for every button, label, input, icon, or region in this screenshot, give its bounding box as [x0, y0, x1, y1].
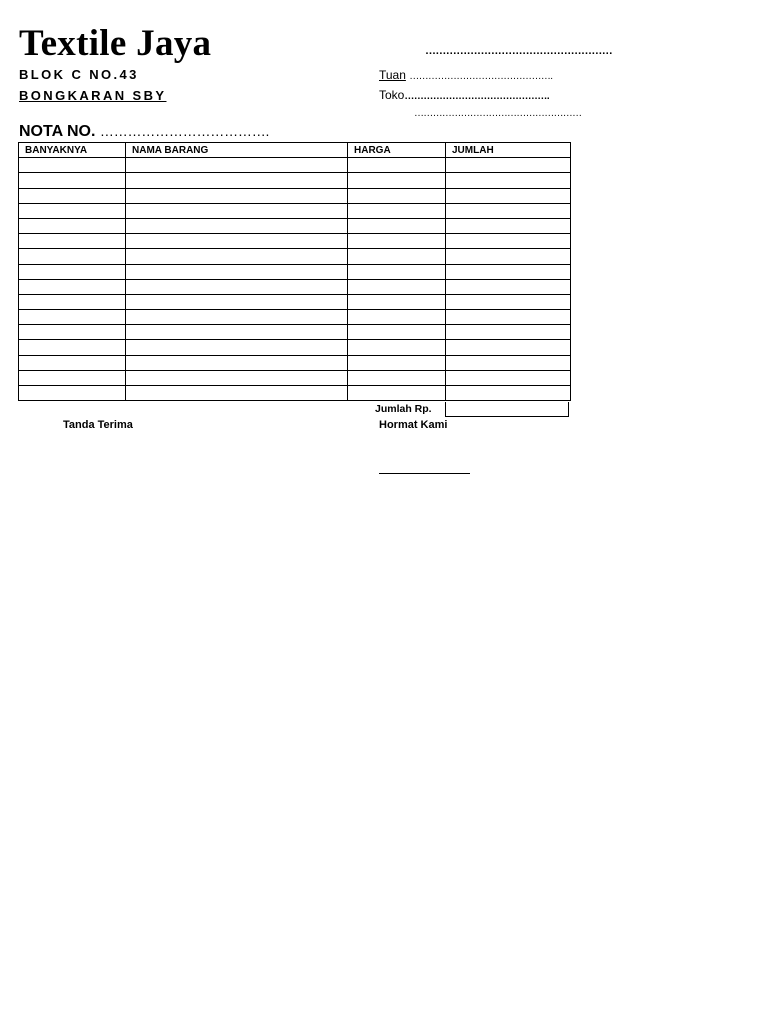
table-cell — [348, 203, 446, 218]
table-cell — [348, 264, 446, 279]
receiver-signature-label: Tanda Terima — [63, 419, 133, 431]
table-cell — [126, 355, 348, 370]
table-cell — [446, 203, 571, 218]
table-cell — [126, 203, 348, 218]
table-cell — [126, 234, 348, 249]
table-cell — [126, 325, 348, 340]
column-header-amount: JUMLAH — [446, 143, 571, 158]
table-cell — [446, 310, 571, 325]
table-cell — [348, 158, 446, 173]
table-cell — [19, 310, 126, 325]
table-cell — [19, 294, 126, 309]
column-header-quantity: BANYAKNYA — [19, 143, 126, 158]
table-cell — [348, 218, 446, 233]
table-cell — [126, 173, 348, 188]
store-dots: ………………………………………. — [404, 91, 550, 102]
table-cell — [446, 234, 571, 249]
table-cell — [348, 249, 446, 264]
table-cell — [348, 370, 446, 385]
table-cell — [348, 279, 446, 294]
company-name: Textile Jaya — [19, 23, 212, 64]
total-amount-box — [445, 402, 569, 417]
column-header-price: HARGA — [348, 143, 446, 158]
table-row — [19, 310, 571, 325]
table-cell — [126, 188, 348, 203]
table-cell — [19, 279, 126, 294]
customer-name-dots: ………………………………………. — [409, 71, 553, 82]
table-header-row — [19, 143, 571, 158]
table-row — [19, 188, 571, 203]
address-line-2: BONGKARAN SBY — [19, 88, 167, 103]
table-cell — [348, 310, 446, 325]
table-cell — [19, 264, 126, 279]
invoice-number-field — [19, 121, 269, 142]
table-cell — [348, 173, 446, 188]
table-cell — [126, 279, 348, 294]
table-cell — [348, 386, 446, 401]
table-cell — [126, 158, 348, 173]
customer-name-field — [379, 68, 552, 84]
table-cell — [446, 173, 571, 188]
table-cell — [19, 203, 126, 218]
total-label: Jumlah Rp. — [375, 403, 432, 415]
table-cell — [19, 188, 126, 203]
sender-signature-label: Hormat Kami — [379, 419, 448, 431]
table-cell — [348, 340, 446, 355]
table-cell — [348, 294, 446, 309]
column-header-item-name: NAMA BARANG — [126, 143, 348, 158]
table-row — [19, 203, 571, 218]
table-cell — [446, 188, 571, 203]
table-cell — [19, 218, 126, 233]
invoice-number-label: NOTA NO. — [19, 123, 96, 140]
table-row — [19, 355, 571, 370]
table-cell — [126, 386, 348, 401]
table-row — [19, 370, 571, 385]
table-cell — [446, 279, 571, 294]
table-row — [19, 234, 571, 249]
address-line-1: BLOK C NO.43 — [19, 67, 139, 82]
table-row — [19, 294, 571, 309]
table-cell — [126, 294, 348, 309]
store-label: Toko — [379, 88, 405, 102]
table-cell — [19, 325, 126, 340]
table-cell — [19, 249, 126, 264]
store-field — [379, 88, 549, 104]
table-cell — [19, 340, 126, 355]
table-cell — [446, 386, 571, 401]
table-cell — [446, 355, 571, 370]
store-dots-line-2: ……………………………………………… — [414, 108, 582, 119]
table-row — [19, 264, 571, 279]
table-row — [19, 340, 571, 355]
table-cell — [126, 218, 348, 233]
table-cell — [19, 355, 126, 370]
table-cell — [19, 234, 126, 249]
table-cell — [126, 370, 348, 385]
table-cell — [446, 294, 571, 309]
table-cell — [446, 158, 571, 173]
table-cell — [446, 249, 571, 264]
table-row — [19, 173, 571, 188]
table-cell — [348, 355, 446, 370]
table-cell — [446, 370, 571, 385]
table-row — [19, 218, 571, 233]
items-table — [18, 142, 571, 401]
table-cell — [446, 325, 571, 340]
table-cell — [446, 264, 571, 279]
table-cell — [446, 340, 571, 355]
table-row — [19, 158, 571, 173]
date-field: ……………………………………………… — [425, 45, 613, 57]
table-cell — [348, 325, 446, 340]
table-row — [19, 249, 571, 264]
table-cell — [446, 218, 571, 233]
table-cell — [19, 386, 126, 401]
table-cell — [348, 188, 446, 203]
customer-name-label: Tuan — [379, 68, 406, 82]
table-row — [19, 279, 571, 294]
table-cell — [126, 264, 348, 279]
table-cell — [19, 158, 126, 173]
table-row — [19, 325, 571, 340]
table-cell — [126, 249, 348, 264]
table-cell — [126, 310, 348, 325]
signature-line — [379, 473, 470, 474]
table-body — [19, 158, 571, 401]
invoice-number-dots: ………………………………. — [99, 123, 270, 139]
table-cell — [19, 173, 126, 188]
table-row — [19, 386, 571, 401]
table-cell — [126, 340, 348, 355]
table-cell — [348, 234, 446, 249]
table-cell — [19, 370, 126, 385]
